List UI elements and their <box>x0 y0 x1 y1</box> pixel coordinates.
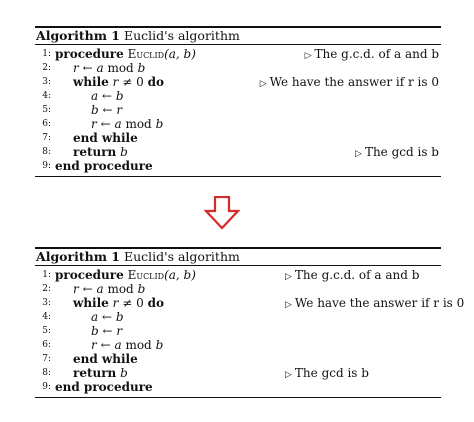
algorithm-line-3 <box>35 75 441 89</box>
algorithm-line-4 <box>35 89 441 103</box>
assign-arrow: ← <box>82 282 93 296</box>
keyword-do: do <box>147 296 164 310</box>
operand-b: b <box>137 61 146 75</box>
algorithm-lines <box>35 266 465 394</box>
comment-text: The gcd is b <box>364 145 439 159</box>
algorithm-line-9 <box>35 380 441 394</box>
keyword-end-procedure: end procedure <box>55 380 153 394</box>
algorithm-line-3 <box>35 296 465 310</box>
algorithm-line-6 <box>35 338 441 352</box>
comment-text: The g.c.d. of a and b <box>294 268 420 282</box>
assign-rhs: b <box>115 89 124 103</box>
assign-lhs: r <box>73 282 79 296</box>
keyword-return: return <box>73 366 117 380</box>
comment-triangle-icon: ▷ <box>285 300 292 310</box>
assign-lhs: r <box>91 117 97 131</box>
algorithm-caption <box>35 28 441 44</box>
caption-title: Euclid's algorithm <box>123 249 240 264</box>
condition-variable: r <box>112 296 119 310</box>
algorithm-block-bottom <box>35 247 465 398</box>
line-number: 9: <box>42 382 51 392</box>
condition-operator: ≠ 0 <box>122 75 144 89</box>
comment-text: The g.c.d. of a and b <box>314 47 439 61</box>
operand-a: a <box>114 338 122 352</box>
line-number: 7: <box>42 354 51 364</box>
assign-lhs: a <box>91 310 99 324</box>
return-value: b <box>120 145 128 159</box>
keyword-end-while: end while <box>73 352 138 366</box>
operand-b: b <box>155 117 164 131</box>
operator-mod: mod <box>107 282 134 296</box>
comment-triangle-icon: ▷ <box>355 149 362 159</box>
keyword-while: while <box>73 296 109 310</box>
keyword-do: do <box>147 75 164 89</box>
line-number: 3: <box>42 298 51 308</box>
assign-arrow: ← <box>100 117 111 131</box>
assign-arrow: ← <box>102 103 113 117</box>
operator-mod: mod <box>125 338 152 352</box>
assign-lhs: b <box>91 324 99 338</box>
assign-rhs: r <box>116 324 123 338</box>
algorithm-line-2 <box>35 61 441 75</box>
algorithm-line-4 <box>35 310 441 324</box>
assign-rhs: r <box>116 103 123 117</box>
comment-triangle-icon: ▷ <box>304 51 312 61</box>
assign-lhs: r <box>91 338 97 352</box>
procedure-name: Euclid <box>127 47 165 61</box>
algorithm-line-5 <box>35 103 441 117</box>
comment-text: We have the answer if r is 0 <box>269 75 439 89</box>
line-number: 4: <box>42 312 51 322</box>
algorithm-line-7 <box>35 352 441 366</box>
operand-b: b <box>137 282 146 296</box>
assign-arrow: ← <box>102 324 113 338</box>
line-number: 8: <box>42 147 51 157</box>
algorithm-line-6 <box>35 117 441 131</box>
keyword-procedure: procedure <box>55 47 124 61</box>
line-number: 2: <box>42 284 51 294</box>
assign-lhs: a <box>91 89 99 103</box>
algorithm-line-5 <box>35 324 441 338</box>
algorithm-line-7 <box>35 131 441 145</box>
caption-title: Euclid's algorithm <box>123 28 240 43</box>
line-number: 7: <box>42 133 51 143</box>
assign-arrow: ← <box>101 310 113 324</box>
comment-triangle-icon: ▷ <box>285 272 292 282</box>
assign-arrow: ← <box>100 338 111 352</box>
procedure-name: Euclid <box>127 268 165 282</box>
algorithm-caption <box>35 249 441 265</box>
algorithm-line-8 <box>35 145 441 159</box>
return-value: b <box>120 366 128 380</box>
keyword-return: return <box>73 145 117 159</box>
condition-variable: r <box>112 75 119 89</box>
line-number: 5: <box>42 105 51 115</box>
comment-triangle-icon: ▷ <box>259 79 267 89</box>
line-number: 3: <box>42 77 51 87</box>
algorithm-line-1 <box>35 268 441 282</box>
caption-label: Algorithm 1 <box>36 28 120 43</box>
line-number: 4: <box>42 91 51 101</box>
assign-lhs: r <box>73 61 79 75</box>
operand-a: a <box>96 61 104 75</box>
procedure-args: (a, b) <box>164 268 196 282</box>
assign-arrow: ← <box>82 61 93 75</box>
down-arrow-icon <box>204 196 240 230</box>
comment-text: We have the answer if r is 0 <box>294 296 465 310</box>
algorithm-line-9 <box>35 159 441 173</box>
condition-operator: ≠ 0 <box>122 296 144 310</box>
line-number: 2: <box>42 63 51 73</box>
algorithm-block-top <box>35 26 441 177</box>
keyword-procedure: procedure <box>55 268 124 282</box>
assign-lhs: b <box>91 103 99 117</box>
operator-mod: mod <box>125 117 152 131</box>
procedure-args: (a, b) <box>164 47 196 61</box>
bottom-rule <box>35 397 441 398</box>
operand-b: b <box>155 338 164 352</box>
line-number: 6: <box>42 119 51 129</box>
algorithm-lines <box>35 45 441 173</box>
line-number: 5: <box>42 326 51 336</box>
bottom-rule <box>35 176 441 177</box>
assign-rhs: b <box>115 310 124 324</box>
assign-arrow: ← <box>101 89 113 103</box>
algorithm-line-2 <box>35 282 441 296</box>
caption-label: Algorithm 1 <box>36 249 120 264</box>
line-number: 6: <box>42 340 51 350</box>
line-number: 9: <box>42 161 51 171</box>
comment-text: The gcd is b <box>294 366 369 380</box>
operand-a: a <box>114 117 122 131</box>
line-number: 1: <box>42 49 51 59</box>
algorithm-line-1 <box>35 47 441 61</box>
keyword-end-while: end while <box>73 131 138 145</box>
keyword-end-procedure: end procedure <box>55 159 153 173</box>
line-number: 8: <box>42 368 51 378</box>
keyword-while: while <box>73 75 109 89</box>
comment-triangle-icon: ▷ <box>285 370 292 380</box>
operator-mod: mod <box>107 61 134 75</box>
algorithm-line-8 <box>35 366 441 380</box>
line-number: 1: <box>42 270 51 280</box>
operand-a: a <box>96 282 104 296</box>
